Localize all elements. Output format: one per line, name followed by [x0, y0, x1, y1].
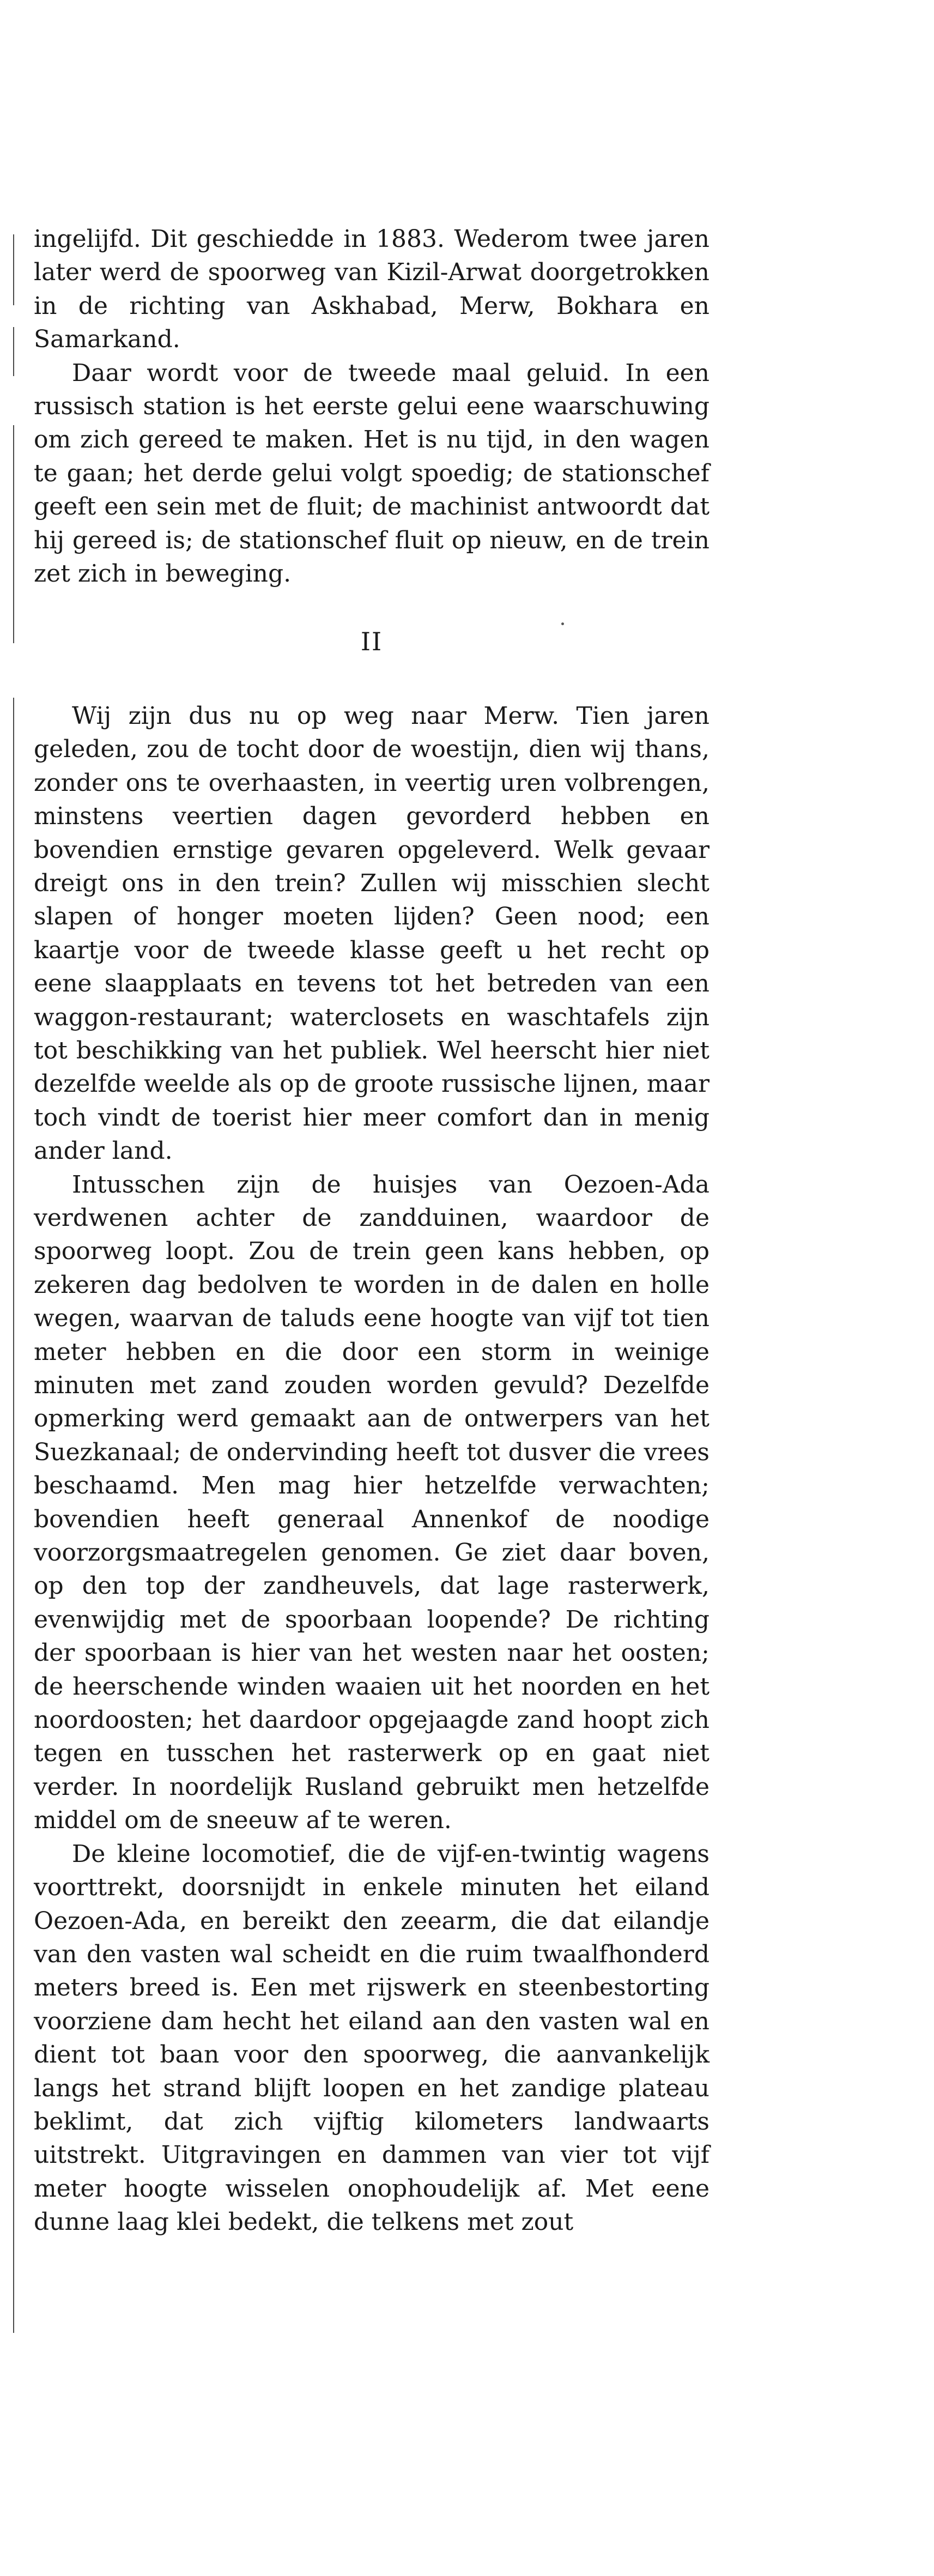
margin-scan-edge	[13, 234, 14, 305]
paragraph: De kleine locomotief, die de vijf-en-twintig wagens voorttrekt, doorsnijdt in enkele minuten het eiland Oezoen-Ada, en bereikt den zeearm, die dat eilandje van den vasten wal scheidt en die ruim twaalfhonderd meters breed is. Een met rijswerk en steenbestorting voorziene dam hecht het eiland aan den vasten wal en dient tot baan voor den spoorweg, die aanvankelijk langs het strand blijft loopen en het zandige plateau beklimt, dat zich vijftig kilometers landwaarts uitstrekt. Uitgravingen en dammen van vier tot vijf meter hoogte wisselen onophoudelijk af. Met eene dunne laag klei bedekt, die telkens met zout	[34, 1840, 709, 2236]
paragraph-continuation: ingelijfd. Dit geschiedde in 1883. Wederom twee jaren later werd de spoorweg van Kizil-Arwat doorgetrokken in de richting van Askhabad, Merw, Bokhara en Samarkand.	[34, 225, 709, 354]
paragraph: Wij zijn dus nu op weg naar Merw. Tien jaren geleden, zou de tocht door de woestijn, dien wij thans, zonder ons te overhaasten, in veertig uren volbrengen, minstens veertien dagen gevorderd hebben en bovendien ernstige gevaren opgeleverd. Welk gevaar dreigt ons in den trein? Zullen wij misschien slecht slapen of honger moeten lijden? Geen nood; een kaartje voor de tweede klasse geeft u het recht op eene slaapplaats en tevens tot het betreden van een waggon-restaurant; waterclosets en waschtafels zijn tot beschikking van het publiek. Wel heerscht hier niet dezelfde weelde als op de groote russische lijnen, maar toch vindt de toerist hier meer comfort dan in menig ander land.	[34, 702, 709, 1165]
text-column	[34, 222, 709, 2239]
paragraph: Intusschen zijn de huisjes van Oezoen-Ada verdwenen achter de zandduinen, waardoor de spoorweg loopt. Zou de trein geen kans hebben, op zekeren dag bedolven te worden in de dalen en holle wegen, waarvan de taluds eene hoogte van vijf tot tien meter hebben en die door een storm in weinige minuten met zand zouden worden gevuld? Dezelfde opmerking werd gemaakt aan de ontwerpers van het Suezkanaal; de ondervinding heeft tot dusver die vrees beschaamd. Men mag hier hetzelfde verwachten; bovendien heeft generaal Annenkof de noodige voorzorgsmaatregelen genomen. Ge ziet daar boven, op den top der zandheuvels, dat lage rasterwerk, evenwijdig met de spoorbaan loopende? De richting der spoorbaan is hier van het westen naar het oosten; de heerschende winden waaien uit het noorden en het noordoosten; het daardoor opgejaagde zand hoopt zich tegen en tusschen het rasterwerk op en gaat niet verder. In noordelijk Rusland gebruikt men hetzelfde middel om de sneeuw af te weren.	[34, 1170, 709, 1835]
paragraph: Daar wordt voor de tweede maal geluid. In een russisch station is het eerste gelui eene waarschuwing om zich gereed te maken. Het is nu tijd, in den wagen te gaan; het derde gelui volgt spoedig; de stationschef geeft een sein met de fluit; de machinist antwoordt dat hij gereed is; de stationschef fluit op nieuw, en de trein zet zich in beweging.	[34, 359, 709, 588]
margin-scan-edge	[13, 698, 14, 2333]
margin-scan-edge	[13, 327, 14, 376]
section-heading: II	[360, 627, 383, 657]
margin-scan-edge	[13, 425, 14, 643]
